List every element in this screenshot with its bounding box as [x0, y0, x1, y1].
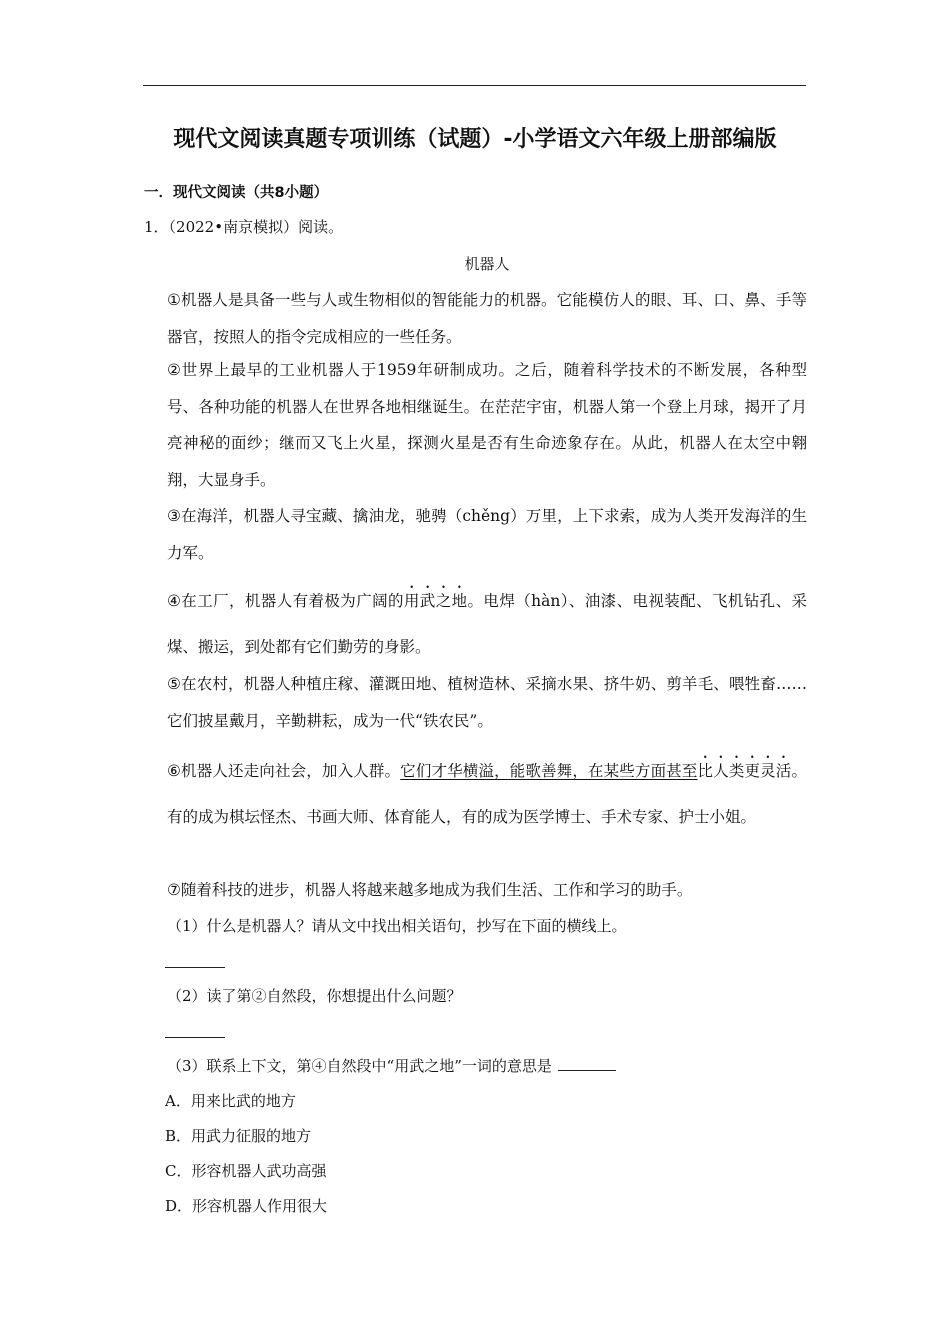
paragraph-1 — [167, 282, 807, 355]
paragraph-3 — [167, 498, 807, 571]
paragraph-6 — [167, 748, 807, 840]
option-c[interactable]: C．形容机器人武功高强 — [165, 1162, 327, 1180]
answer-line-2[interactable] — [165, 1037, 225, 1038]
option-a[interactable]: A．用来比武的地方 — [165, 1092, 296, 1110]
paragraph-text: 机器人是具备一些与人或生物相似的智能能力的机器。它能模仿人的眼、耳、口、鼻、手等器官，按照人的指令完成相应的一些任务。 — [167, 291, 807, 346]
question-header — [144, 216, 343, 237]
paragraph-number: ⑤ — [167, 675, 181, 693]
paragraph-number: ② — [167, 361, 181, 379]
emphasized-phrase: 比人类更灵活 — [697, 762, 792, 780]
paragraph-text: 世界上最早的工业机器人于1959年研制成功。之后，随着科学技术的不断发展，各种型号、各种功能的机器人在世界各地相继诞生。在茫茫宇宙，机器人第一个登上月球，揭开了月亮神秘的面纱；继而又飞上火星，探测火星是否有生命迹象存在。从此，机器人在太空中翱翔，大显身手。 — [167, 361, 807, 489]
emphasized-phrase: 用武之地 — [403, 592, 468, 610]
paragraph-number: ④ — [167, 592, 181, 610]
paragraph-text: 随着科技的进步，机器人将越来越多地成为我们生活、工作和学习的助手。 — [180, 881, 693, 899]
paragraph-4 — [167, 578, 807, 670]
passage-title: 机器人 — [464, 255, 510, 273]
paragraph-5 — [167, 666, 807, 739]
paragraph-number: ① — [167, 291, 181, 309]
paragraph-number: ⑦ — [167, 881, 181, 899]
subquestion-2: （2）读了第②自然段，你想提出什么问题？ — [167, 987, 462, 1005]
option-b[interactable]: B．用武力征服的地方 — [165, 1127, 312, 1145]
option-d[interactable]: D．形容机器人作用很大 — [165, 1197, 328, 1215]
subquestion-3-text: （3）联系上下文，第④自然段中“用武之地”一词的意思是 — [167, 1057, 552, 1075]
paragraph-2 — [167, 352, 807, 498]
paragraph-text: 在农村，机器人种植庄稼、灌溉田地、植树造林、采摘水果、挤牛奶、剪羊毛、喂牲畜……它们披星戴月，辛勤耕耘，成为一代“铁农民”。 — [167, 675, 807, 730]
subquestion-1: （1）什么是机器人？请从文中找出相关语句，抄写在下面的横线上。 — [167, 917, 627, 935]
underlined-sentence: 它们才华横溢，能歌善舞，在某些方面甚至 — [400, 762, 698, 780]
section-heading: 一．现代文阅读（共8小题） — [144, 185, 329, 201]
paragraph-text-pre: 在工厂，机器人有着极为广阔的 — [180, 592, 404, 610]
paragraph-text: 在海洋，机器人寻宝藏、擒油龙，驰骋（chěng）万里，上下求索，成为人类开发海洋的生力军。 — [167, 507, 807, 562]
subquestion-3 — [167, 1055, 616, 1076]
answer-blank-3[interactable] — [558, 1056, 616, 1071]
question-number: 1． — [144, 218, 169, 236]
answer-line-1[interactable] — [165, 967, 225, 968]
header-rule — [143, 85, 806, 86]
paragraph-number: ③ — [167, 507, 181, 525]
document-title: 现代文阅读真题专项训练（试题）-小学语文六年级上册部编版 — [173, 127, 777, 152]
paragraph-number: ⑥ — [167, 762, 181, 780]
paragraph-text-pre: 机器人还走向社会，加入人群。 — [180, 762, 401, 780]
paragraph-text-post: 。电焊（hàn）、油漆、电视装配、飞机钻孔、采煤、搬运，到处都有它们勤劳的身影。 — [167, 592, 807, 656]
paragraph-text-post: 。有的成为棋坛怪杰、书画大师、体育能人，有的成为医学博士、手术专家、护士小姐。 — [167, 762, 807, 826]
question-source: （2022•南京模拟）阅读。 — [168, 218, 344, 236]
paragraph-7 — [167, 872, 807, 909]
